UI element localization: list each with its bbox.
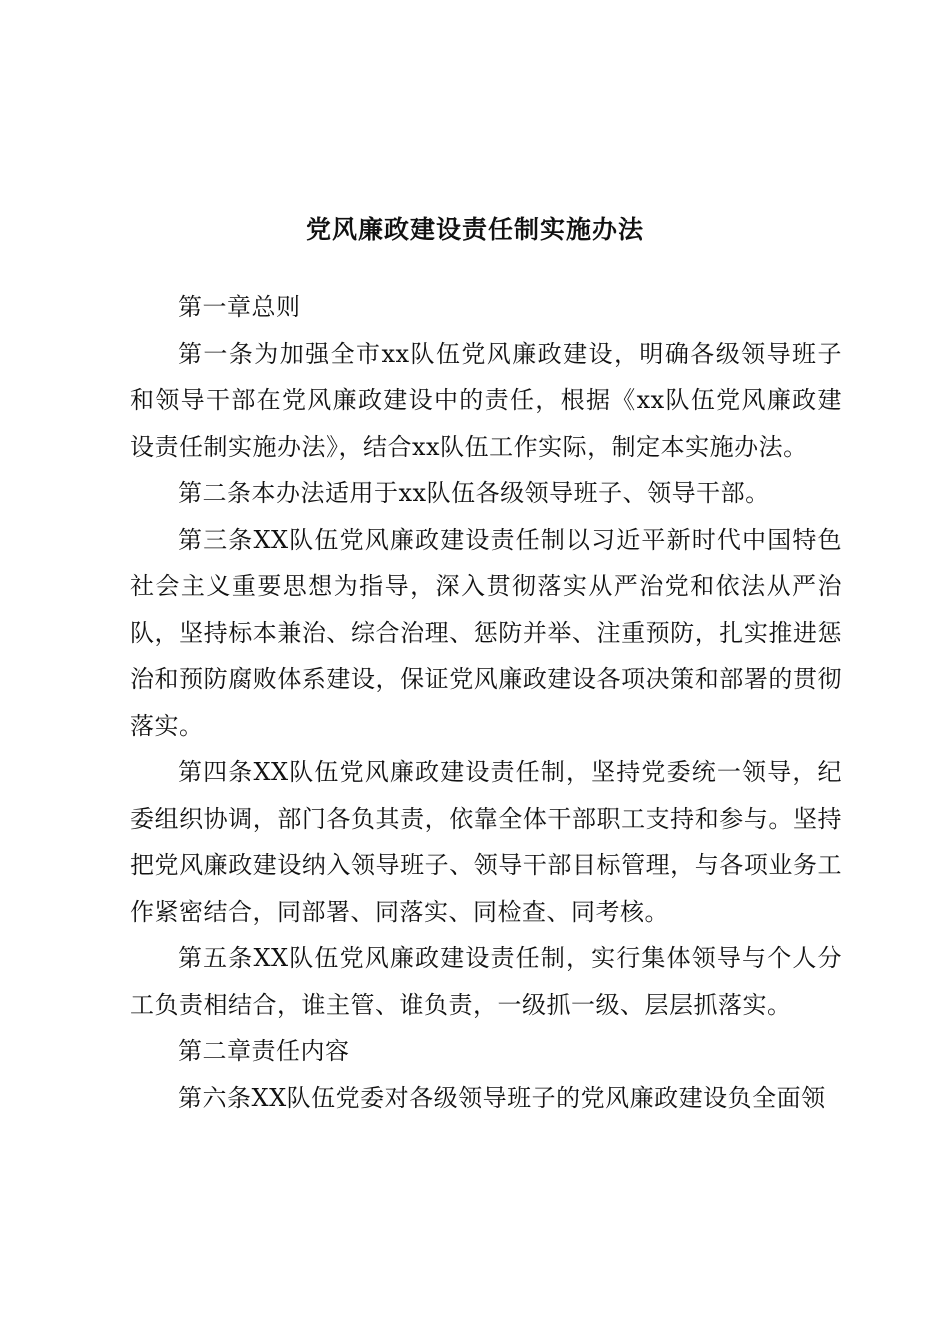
document-title: 党风廉政建设责任制实施办法 (305, 215, 644, 244)
article-paragraph: 第四条XX队伍党风廉政建设责任制，坚持党委统一领导，纪委组织协调，部门各负其责，依靠全体干部职工支持和参与。坚持把党风廉政建设纳入领导班子、领导干部目标管理，与各项业务工作紧密结合，同部署、同落实、同检查、同考核。 (130, 758, 842, 926)
chapter-heading: 第二章责任内容 (178, 1037, 350, 1065)
chapter-heading: 第一章总则 (178, 293, 301, 321)
article-paragraph: 第五条XX队伍党风廉政建设责任制，实行集体领导与个人分工负责相结合，谁主管、谁负责，一级抓一级、层层抓落实。 (130, 944, 842, 1019)
article-paragraph: 第六条XX队伍党委对各级领导班子的党风廉政建设负全面领 (178, 1083, 826, 1112)
article-paragraph: 第二条本办法适用于xx队伍各级领导班子、领导干部。 (178, 479, 770, 507)
article-paragraph: 第一条为加强全市xx队伍党风廉政建设，明确各级领导班子和领导干部在党风廉政建设中的责任，根据《xx队伍党风廉政建设责任制实施办法》，结合xx队伍工作实际，制定本实施办法。 (130, 339, 842, 461)
article-paragraph: 第三条XX队伍党风廉政建设责任制以习近平新时代中国特色社会主义重要思想为指导，深入贯彻落实从严治党和依法从严治队，坚持标本兼治、综合治理、惩防并举、注重预防，扎实推进惩治和预防腐败体系建设，保证党风廉政建设各项决策和部署的贯彻落实。 (130, 525, 842, 740)
document-body (130, 284, 842, 1121)
